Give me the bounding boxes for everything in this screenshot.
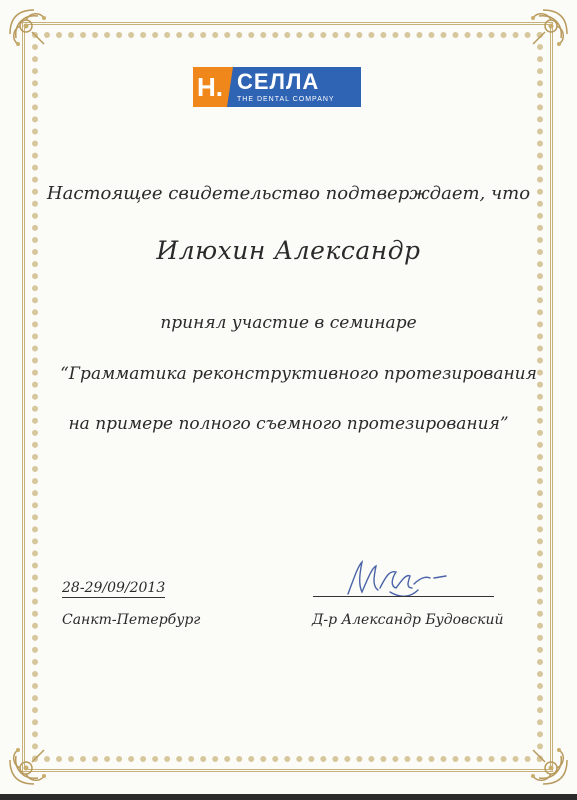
participation-text: принял участие в семинаре xyxy=(160,313,417,333)
seminar-title-line-1: “Грамматика реконструктивного протезирования xyxy=(60,364,537,384)
ornament-corner-icon xyxy=(4,726,68,790)
signer-name: Д-р Александр Будовский xyxy=(312,612,504,628)
ornament-corner-icon xyxy=(509,726,573,790)
recipient-name: Илюхин Александр xyxy=(156,236,421,265)
signature-line xyxy=(313,596,494,597)
company-logo xyxy=(193,67,361,107)
inner-frame-border xyxy=(32,32,543,762)
seminar-date: 28-29/09/2013 xyxy=(62,580,166,596)
logo-letter: H. xyxy=(193,67,227,107)
logo-name: СЕЛЛА xyxy=(237,68,320,94)
seminar-title-line-2: на примере полного съемного протезирования” xyxy=(68,414,509,434)
certificate-intro: Настоящее свидетельство подтверждает, что xyxy=(46,183,531,204)
scan-edge xyxy=(0,794,577,800)
signature-icon xyxy=(340,558,450,600)
logo-tagline: THE DENTAL COMPANY xyxy=(237,95,335,103)
seminar-city: Санкт-Петербург xyxy=(62,612,201,628)
ornament-corner-icon xyxy=(509,4,573,68)
ornament-corner-icon xyxy=(4,4,68,68)
